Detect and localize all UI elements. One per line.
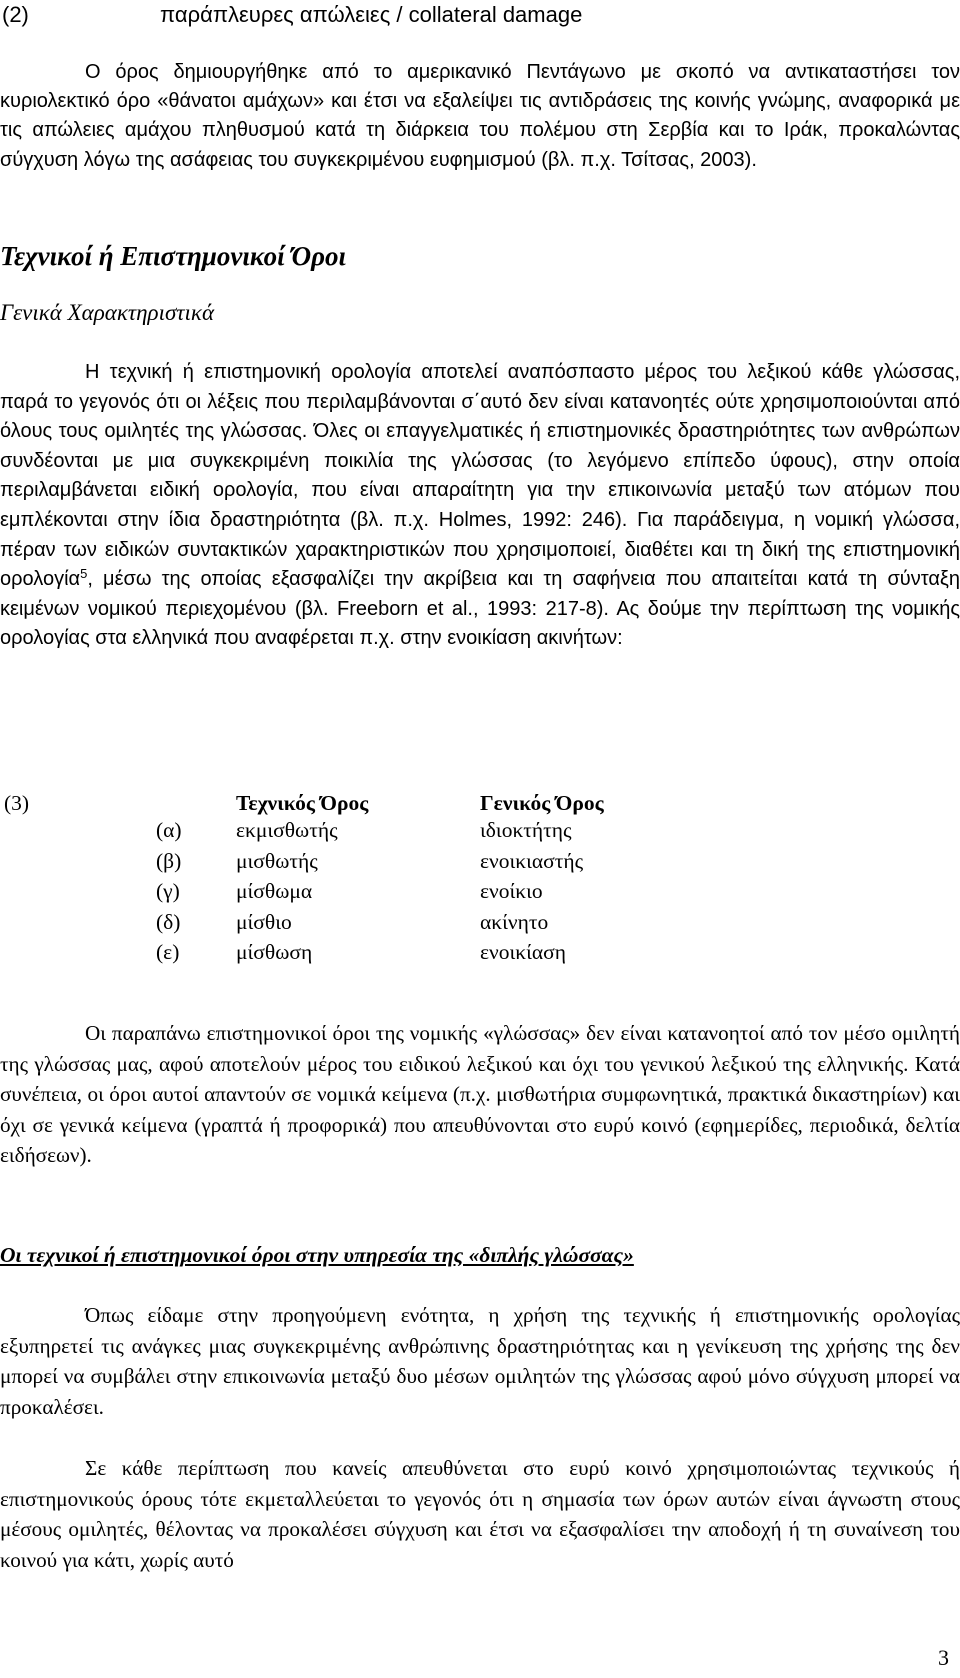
col-technical-header: Τεχνικός Όρος [236,790,369,815]
term-title: παράπλευρες απώλειες / collateral damage [160,2,583,27]
row-label: (α) [156,818,182,843]
table-row [0,879,604,909]
after-example-paragraph: Οι παραπάνω επιστημονικοί όροι της νομικής «γλώσσας» δεν είναι κατανοητοί από τον μέσο ομιλητή της γλώσσας μας, αφού αποτελούν μέρος του ειδικού λεξικού και όχι του γενικού λεξικού της ελληνικής. Κατά συνέπεια, οι όροι αυτοί απαντούν σε νομικά κείμενα (π.χ. μισθωτήρια συμφωνητικά, πρακτικά δικαστηρίων) και όχι σε γενικά κείμενα (γραπτά ή προφορικά) που απευθύνονται στο ευρύ κοινό (εφημερίδες, περιοδικά, δελτία ειδήσεων). [0,1021,960,1167]
example-number: (3) [4,790,30,815]
col-general-header: Γενικός Όρος [480,790,604,815]
term-number: (2) [2,2,29,27]
example-table [0,788,604,970]
table-row [0,940,604,970]
row-label: (β) [156,848,182,873]
section2-paragraph-2: Σε κάθε περίπτωση που κανείς απευθύνεται στο ευρύ κοινό χρησιμοποιώντας τεχνικούς ή επιστημονικούς όρους τότε εκμεταλλεύεται το γεγονός ότι η σημασία των όρων αυτών είναι άγνωστη στους μέσους ομιλητές, θέλοντας να προκαλέσει σύγχυση και έτσι να εξασφαλίσει την αποδοχή ή τη συναίνεση του κοινού για κάτι, χωρίς αυτό [0,1456,960,1572]
technical-term: μίσθιο [236,909,292,934]
row-label: (ε) [156,939,180,964]
term-paragraph: Ο όρος δημιουργήθηκε από το αμερικανικό Πεντάγωνο με σκοπό να αντικαταστήσει τον κυριολεκτικό όρο «θάνατοι αμάχων» και έτσι να εξαλείψει τις αντιδράσεις της κοινής γνώμης, αναφορικά με τις απώλειες αμάχου πληθυσμού κατά τη διάρκεια του πολέμου στη Σερβία και το Ιράκ, προκαλώντας σύγχυση λόγω της ασάφειας του συγκεκριμένου ευφημισμού (βλ. π.χ. Τσίτσας, 2003). [0,61,960,171]
row-label: (γ) [156,879,180,904]
table-row [0,818,604,848]
example-header-row [0,788,604,818]
technical-term: μίσθωση [236,939,313,964]
row-label: (δ) [156,909,181,934]
section2-heading: Οι τεχνικοί ή επιστημονικοί όροι στην υπηρεσία της «διπλής γλώσσας» [0,1243,634,1267]
general-term: ιδιοκτήτης [480,818,572,843]
technical-term: εκμισθωτής [236,818,338,843]
page-number: 3 [938,1645,949,1670]
technical-term: μισθωτής [236,848,318,873]
section-heading: Τεχνικοί ή Επιστημονικοί Όροι [0,241,347,271]
paragraph-text-1: Η τεχνική ή επιστημονική ορολογία αποτελεί αναπόσπαστο μέρος του λεξικού κάθε γλώσσας, παρά το γεγονός ότι οι λέξεις που περιλαμβάνονται σ΄αυτό δεν είναι κατανοητές ούτε χρησιμοποιούνται από όλους τους ομιλητές της γλώσσας. Όλες οι επαγγελματικές ή επιστημονικές δραστηριότητες των ανθρώπων συνδέονται με μια συγκεκριμένη ποικιλία της γλώσσας (το λεγόμενο επίπεδο ύφους), στην οποία περιλαμβάνεται ειδική ορολογία, που είναι απαραίτητη για την επικοινωνία μεταξύ των ατόμων που εμπλέκονται στην ίδια δραστηριότητα (βλ. π.χ. Holmes, 1992: 246). Για παράδειγμα, η νομική γλώσσα, πέραν των ειδικών συντακτικών χαρακτηριστικών που χρησιμοποιεί, διαθέτει και τη δική της επιστημονική ορολογία [0,361,960,591]
technical-term: μίσθωμα [236,879,313,904]
table-row [0,849,604,879]
section-paragraph [0,358,960,654]
section-subheading: Γενικά Χαρακτηριστικά [0,300,215,325]
general-term: ενοικιαστής [480,848,584,873]
table-row [0,910,604,940]
footnote-ref[interactable]: 5 [80,566,88,582]
general-term: ενοίκιο [480,879,543,904]
general-term: ακίνητο [480,909,549,934]
general-term: ενοικίαση [480,939,566,964]
paragraph-text-2: , μέσω της οποίας εξασφαλίζει την ακρίβεια και τη σαφήνεια που απαιτείται κατά τη σύνταξη κειμένων νομικού περιεχομένου (βλ. Freeborn et al., 1993: 217-8). Ας δούμε την περίπτωση της νομικής ορολογίας στα ελληνικά που αναφέρεται π.χ. στην ενοικίαση ακινήτων: [0,568,960,650]
section2-paragraph-1: Όπως είδαμε στην προηγούμενη ενότητα, η χρήση της τεχνικής ή επιστημονικής ορολογίας εξυπηρετεί τις ανάγκες μιας συγκεκριμένης ανθρώπινης δραστηριότητας και η γενίκευση της χρήσης της δεν μπορεί να συμβάλει στην επικοινωνία μεταξύ δυο μέσων ομιλητών της γλώσσας αφού μόνο σύγχυση μπορεί να προκαλέσει. [0,1303,960,1419]
